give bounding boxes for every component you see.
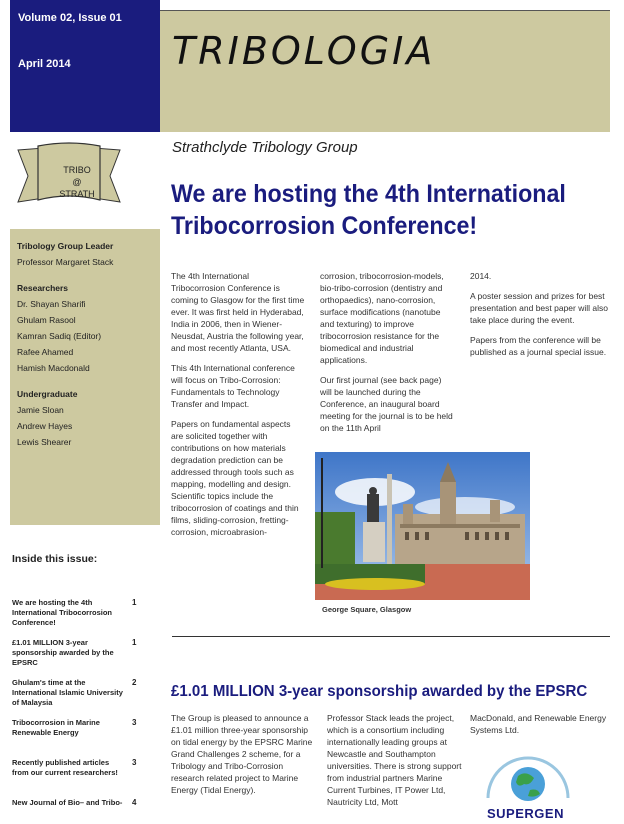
toc-item-page: 2: [132, 678, 137, 687]
toc-item-title: New Journal of Bio– and Tribo-: [12, 798, 123, 807]
undergrad-item: Lewis Shearer: [17, 437, 72, 447]
researcher-item: Hamish Macdonald: [17, 363, 90, 373]
toc-item-page: 4: [132, 798, 137, 807]
leader-header: Tribology Group Leader: [17, 241, 114, 251]
newsletter-title: TRIBOLOGIA: [172, 29, 436, 73]
article1-paragraph: The 4th International Tribocorrosion Conference is coming to Glasgow for the first time ever. It was first held in Hyderabad, India in 2006, then in Wiener-Neusdat, Austria the following year, and most recently Atlanta, USA.: [171, 271, 305, 353]
george-square-photo: [315, 452, 530, 600]
masthead: [160, 10, 610, 132]
article2-column2: [327, 712, 462, 816]
toc-item[interactable]: [12, 638, 142, 678]
supergen-logo-text: SUPERGEN: [487, 806, 564, 821]
photo-caption: George Square, Glasgow: [322, 605, 412, 614]
logo-text: TRIBO @ STRATH: [59, 165, 95, 199]
table-of-contents: [12, 598, 142, 824]
toc-item-page: 1: [132, 598, 137, 607]
group-name: Strathclyde Tribology Group: [172, 139, 358, 156]
tribo-strath-logo: [14, 140, 124, 216]
article1-paragraph: corrosion, tribocorrosion-models, bio-tribo-corrosion (dentistry and orthopaedics), nano-corrosion, surface modifications (nanotube and texturing) to improve tribocorrosion resistance for the biomedical and industrial applications.: [320, 271, 444, 365]
undergrad-header: Undergraduate: [17, 389, 78, 399]
issue-box: [10, 0, 160, 132]
article1-paragraph: This 4th International conference will focus on Tribo-Corrosion: Fundamentals to Technology Transfer and Impact.: [171, 363, 295, 409]
toc-item-title: We are hosting the 4th International Tribocorrosion Conference!: [12, 598, 113, 627]
researcher-item: Dr. Shayan Sharifi: [17, 299, 86, 309]
toc-item[interactable]: [12, 678, 142, 718]
undergrad-item: Andrew Hayes: [17, 421, 73, 431]
toc-item-title: Ghulam's time at the International Islamic University of Malaysia: [12, 678, 123, 707]
researcher-item: Kamran Sadiq (Editor): [17, 331, 102, 341]
article2-column1: [171, 712, 316, 804]
issue-date: April 2014: [18, 58, 71, 70]
researchers-header: Researchers: [17, 283, 69, 293]
undergrad-item: Jamie Sloan: [17, 405, 64, 415]
article1-paragraph: Papers on fundamental aspects are solicited together with contributions on how materials degradation prediction can be addressed through tools such as mapping, modelling and design. Scientific topics include the tribocorrosion of coatings and thin films, sliding-corrosion, fretting-corrosion, microabrasion-: [171, 419, 299, 537]
toc-item-page: 1: [132, 638, 137, 647]
article1-paragraph: Our first journal (see back page) will be launched during the Conference, an inaugural board meeting for the journal is to be held on the 11th April: [320, 375, 453, 433]
article1-column1: [171, 270, 305, 546]
article1-column2: [320, 270, 454, 442]
article2-paragraph: MacDonald, and Renewable Energy Systems Ltd.: [470, 713, 607, 735]
article1-column3: [470, 270, 610, 366]
toc-item[interactable]: [12, 798, 142, 824]
article1-paragraph: Papers from the conference will be published as a journal special issue.: [470, 335, 607, 357]
toc-item-title: Tribocorrosion in Marine Renewable Energy: [12, 718, 100, 737]
section-divider: [172, 636, 610, 637]
toc-item-title: Recently published articles from our current researchers!: [12, 758, 118, 777]
article2-column3: [470, 712, 610, 744]
article1-paragraph: A poster session and prizes for best presentation and best paper will also take place during the event.: [470, 291, 608, 325]
researcher-item: Ghulam Rasool: [17, 315, 76, 325]
article1-paragraph: 2014.: [470, 271, 492, 281]
leader-name: Professor Margaret Stack: [17, 257, 114, 267]
toc-item[interactable]: [12, 598, 142, 638]
article2-paragraph: Professor Stack leads the project, which is a consortium including internationally leading groups at Newcastle and Southampton universities. There is strong support from industrial partners Marine Current Turbines, IT Power Ltd, Nautricity Ltd, Mott: [327, 713, 462, 807]
article1-headline: We are hosting the 4th International Tribocorrosion Conference!: [171, 180, 566, 240]
toc-title: Inside this issue:: [12, 553, 98, 565]
toc-item-title: £1.01 MILLION 3-year sponsorship awarded by the EPSRC: [12, 638, 114, 667]
toc-item[interactable]: [12, 718, 142, 758]
researcher-item: Rafee Ahamed: [17, 347, 74, 357]
issue-volume: Volume 02, Issue 01: [18, 12, 122, 24]
article2-headline: £1.01 MILLION 3-year sponsorship awarded by the EPSRC: [171, 683, 588, 700]
group-members-panel: [10, 229, 160, 525]
article2-paragraph: The Group is pleased to announce a £1.01 million three-year sponsorship on tidal energy by the EPSRC Marine Grand Challenges 2 scheme, for a Tribology and Tribo-Corrosion research related project to Marine Energy (Tidal Energy).: [171, 713, 313, 795]
toc-item[interactable]: [12, 758, 142, 798]
toc-item-page: 3: [132, 758, 137, 767]
toc-item-page: 3: [132, 718, 137, 727]
